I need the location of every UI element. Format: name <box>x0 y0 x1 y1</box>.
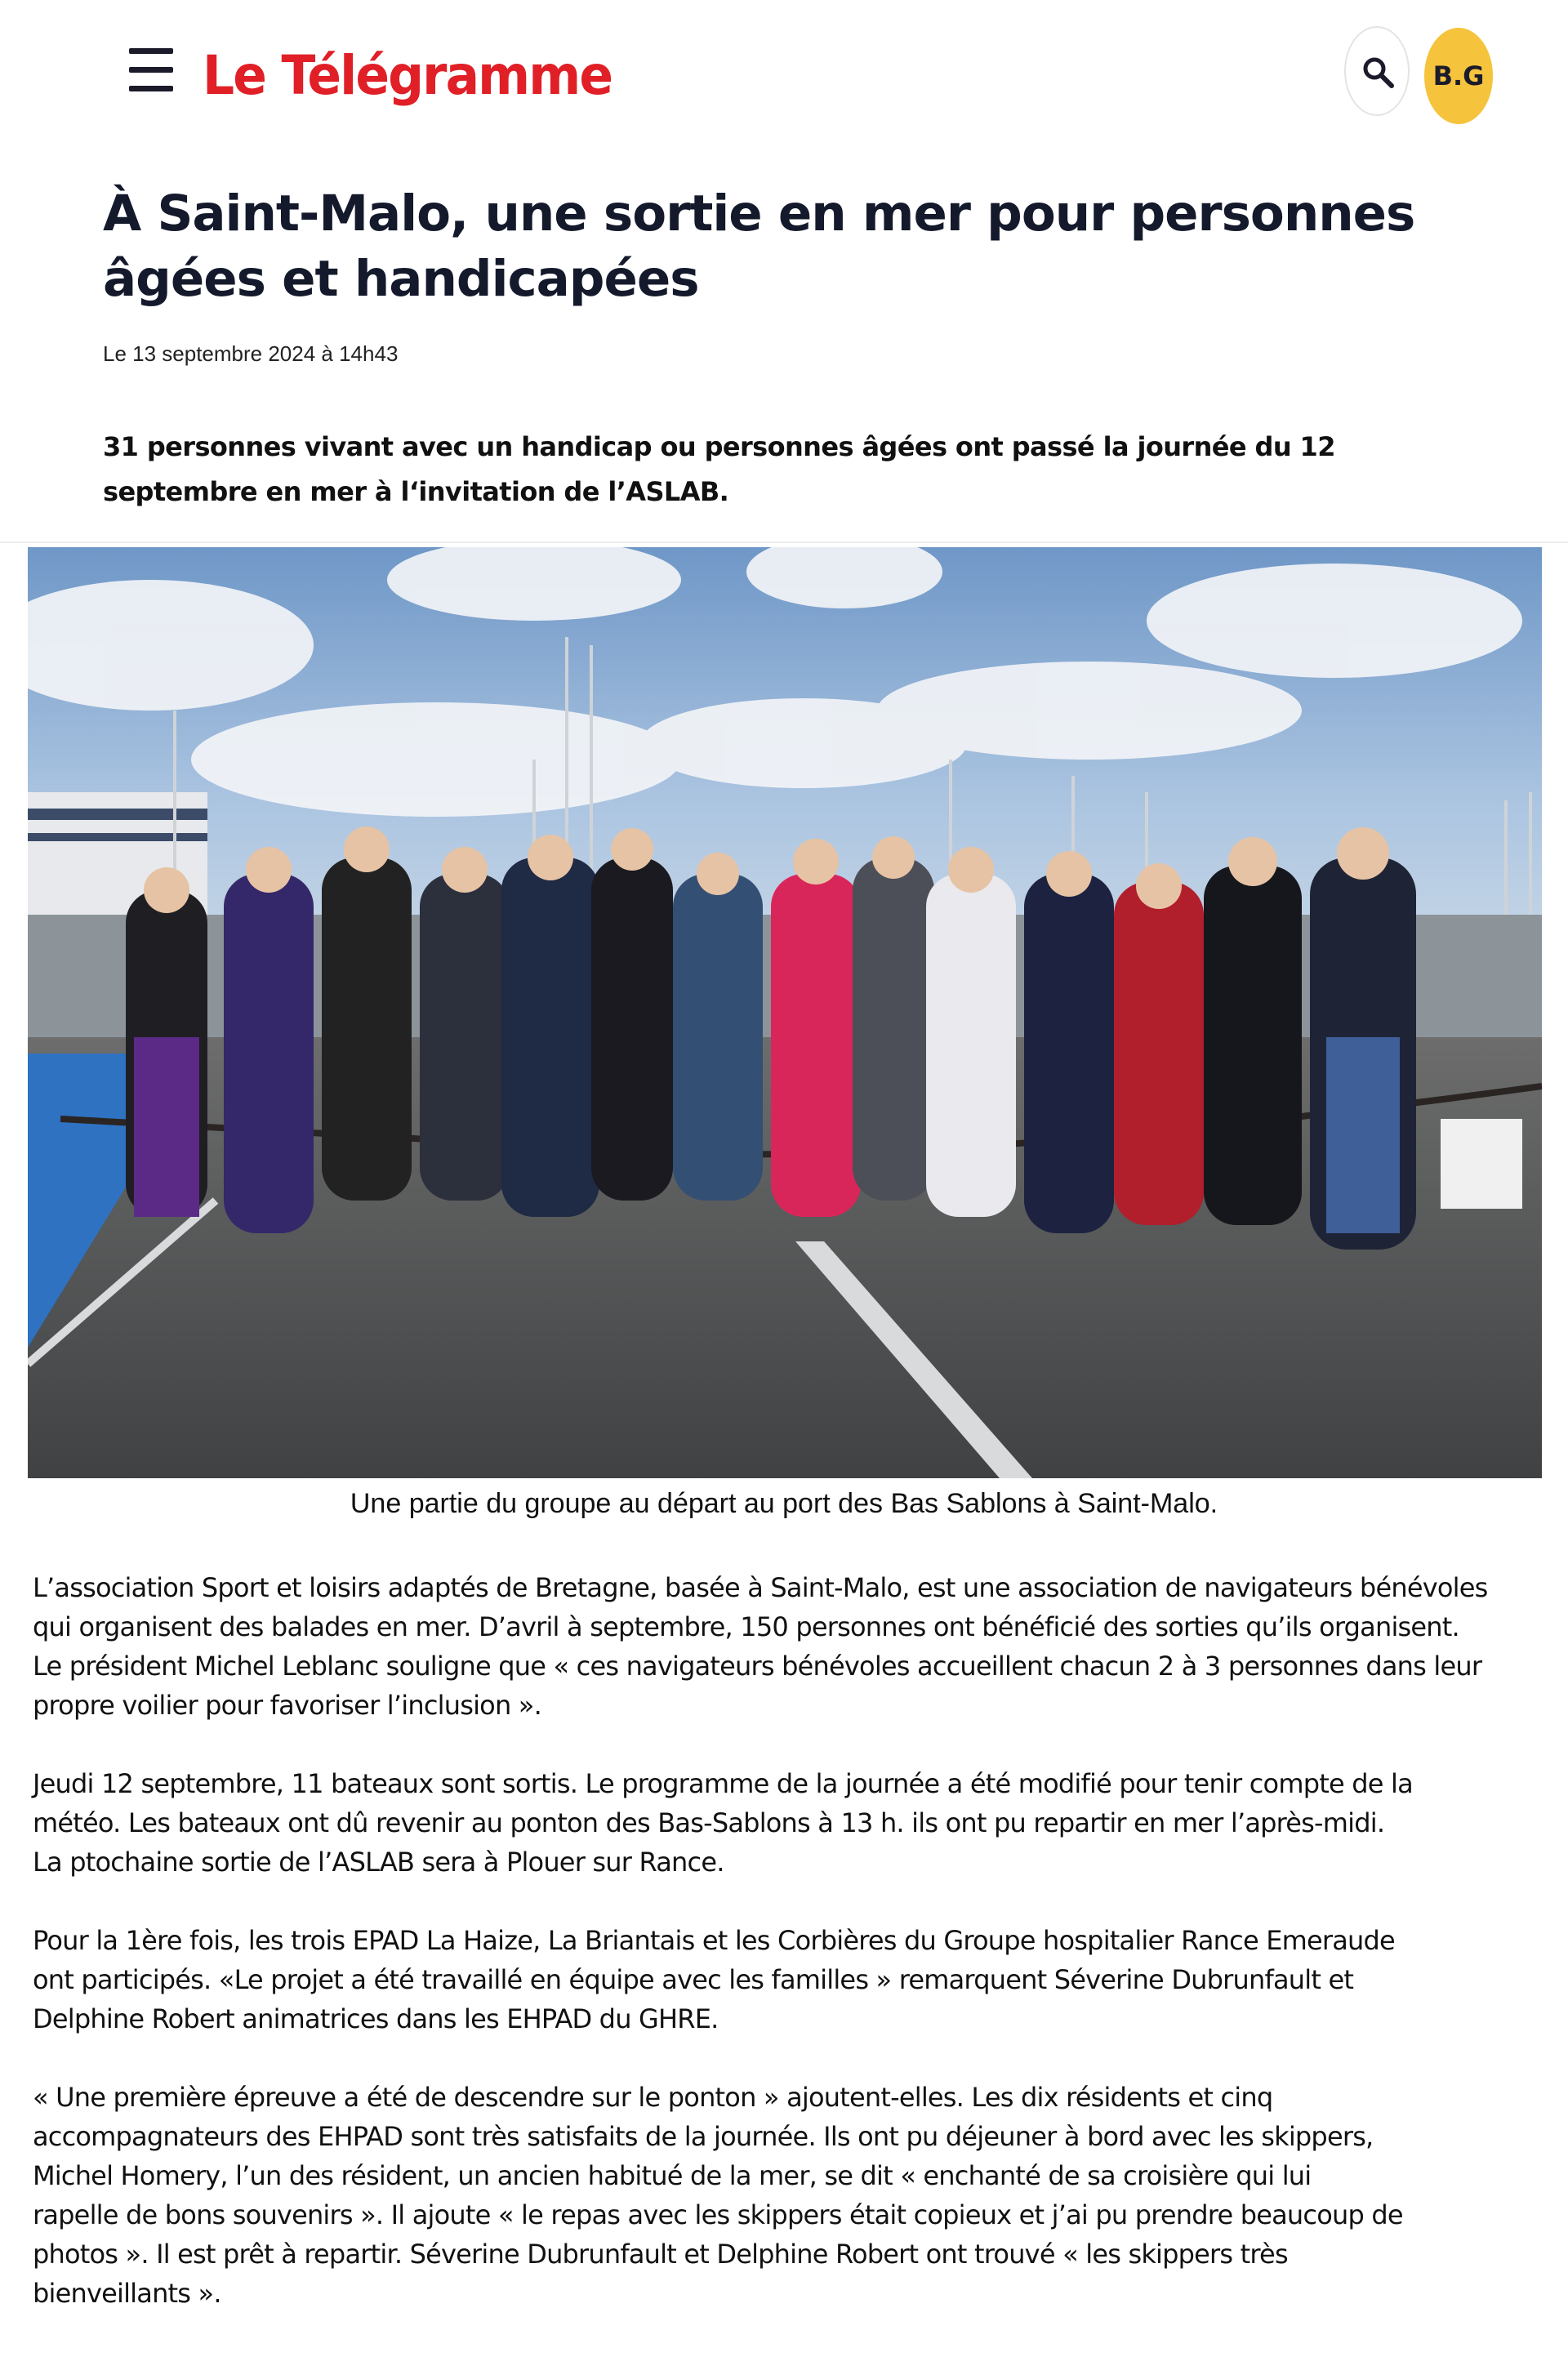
divider <box>0 541 1568 543</box>
search-icon <box>1361 55 1396 91</box>
article-paragraph: L’association Sport et loisirs adaptés de Bretagne, basée à Saint-Malo, est une association de navigateurs bénévoles qui organisent des balades en mer. D’avril à septembre, 150 personnes ont bénéficié des sorties qu’ils organisent. Le président Michel Leblanc souligne que « ces navigateurs bénévoles accueillent chacun 2 à 3 personnes dans leur propre voilier pour favoriser l’inclusion ». <box>33 1572 1488 1721</box>
article-paragraph: Pour la 1ère fois, les trois EPAD La Haize, La Briantais et les Corbières du Groupe hospitalier Rance Emeraude ont participés. «Le projet a été travaillé en équipe avec les familles » remarquent Séverine Dubrunfault et Delphine Robert animatrices dans les EHPAD du GHRE. <box>33 1925 1395 2034</box>
hamburger-menu-icon[interactable] <box>127 47 176 94</box>
article-date: Le 13 septembre 2024 à 14h43 <box>103 341 399 366</box>
article-title: À Saint-Malo, une sortie en mer pour personnes âgées et handicapées <box>103 185 1415 308</box>
article-body <box>33 1568 1560 2352</box>
search-button[interactable] <box>1344 26 1410 116</box>
article-lead: 31 personnes vivant avec un handicap ou personnes âgées ont passé la journée du 12 septembre en mer à l‘invitation de l’ASLAB. <box>103 431 1335 507</box>
site-logo[interactable]: Le Télégramme <box>203 44 612 107</box>
photo-caption: Une partie du groupe au départ au port des Bas Sablons à Saint-Malo. <box>350 1488 1218 1519</box>
site-header <box>0 0 1568 155</box>
article-paragraph: « Une première épreuve a été de descendre sur le ponton » ajoutent-elles. Les dix résidents et cinq accompagnateurs des EHPAD sont très satisfaits de la journée. Ils ont pu déjeuner à bord avec les skippers, Michel Homery, l’un des résident, un ancien habitué de la mer, se dit « enchanté de sa croisière qui lui rapelle de bons souvenirs ». Il ajoute « le repas avec les skippers était copieux et j’ai pu prendre beaucoup de photos ». Il est prêt à repartir. Séverine Dubrunfault et Delphine Robert ont trouvé « les skippers très bienveillants ». <box>33 2082 1403 2309</box>
article-paragraph: Jeudi 12 septembre, 11 bateaux sont sortis. Le programme de la journée a été modifié pour tenir compte de la météo. Les bateaux ont dû revenir au ponton des Bas-Sablons à 13 h. ils ont pu repartir en mer l’après-midi. La ptochaine sortie de l’ASLAB sera à Plouer sur Rance. <box>33 1768 1413 1878</box>
article-photo <box>28 547 1542 1478</box>
user-avatar[interactable]: B.G <box>1424 28 1493 124</box>
